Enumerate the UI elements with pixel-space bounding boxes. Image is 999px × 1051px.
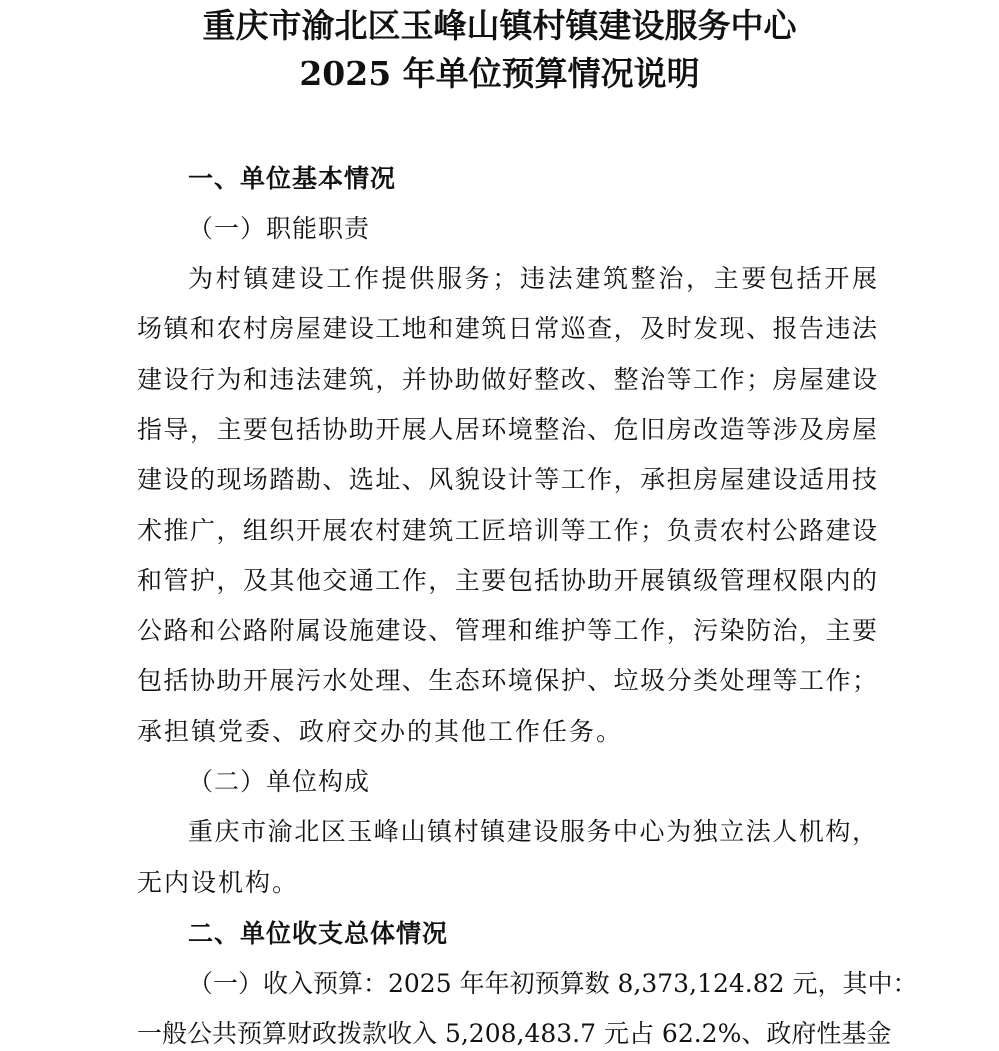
paragraph-line: 建设行为和违法建筑，并协助做好整改、整治等工作；房屋建设: [137, 365, 877, 394]
paragraph-line: （一）收入预算：2025 年年初预算数 8,373,124.82 元，其中：: [188, 969, 918, 998]
paragraph-line: 术推广，组织开展农村建筑工匠培训等工作；负责农村公路建设: [137, 516, 877, 545]
paragraph-line: 建设的现场踏勘、选址、风貌设计等工作，承担房屋建设适用技: [137, 465, 877, 494]
paragraph-line: 重庆市渝北区玉峰山镇村镇建设服务中心为独立法人机构，: [188, 817, 877, 846]
section-1-2-heading: （二）单位构成: [188, 767, 371, 796]
paragraph-line: 为村镇建设工作提供服务；违法建筑整治，主要包括开展: [188, 264, 877, 293]
section-1-heading: 一、单位基本情况: [188, 164, 397, 193]
paragraph-line: 公路和公路附属设施建设、管理和维护等工作，污染防治，主要: [137, 616, 877, 645]
paragraph-line: 无内设机构。: [137, 868, 300, 897]
paragraph-line: 和管护，及其他交通工作，主要包括协助开展镇级管理权限内的: [137, 566, 877, 595]
paragraph-line: 承担镇党委、政府交办的其他工作任务。: [137, 717, 624, 746]
paragraph-line: 一般公共预算财政拨款收入 5,208,483.7 元占 62.2%、政府性基金: [137, 1019, 892, 1048]
document-title-line-2: 2025 年单位预算情况说明: [299, 54, 700, 93]
section-2-heading: 二、单位收支总体情况: [188, 919, 449, 948]
section-1-1-heading: （一）职能职责: [188, 214, 371, 243]
paragraph-line: 指导，主要包括协助开展人居环境整治、危旧房改造等涉及房屋: [137, 415, 877, 444]
paragraph-line: 场镇和农村房屋建设工地和建筑日常巡查，及时发现、报告违法: [137, 314, 877, 343]
document-title-line-1: 重庆市渝北区玉峰山镇村镇建设服务中心: [202, 6, 797, 45]
paragraph-line: 包括协助开展污水处理、生态环境保护、垃圾分类处理等工作；: [137, 666, 877, 695]
